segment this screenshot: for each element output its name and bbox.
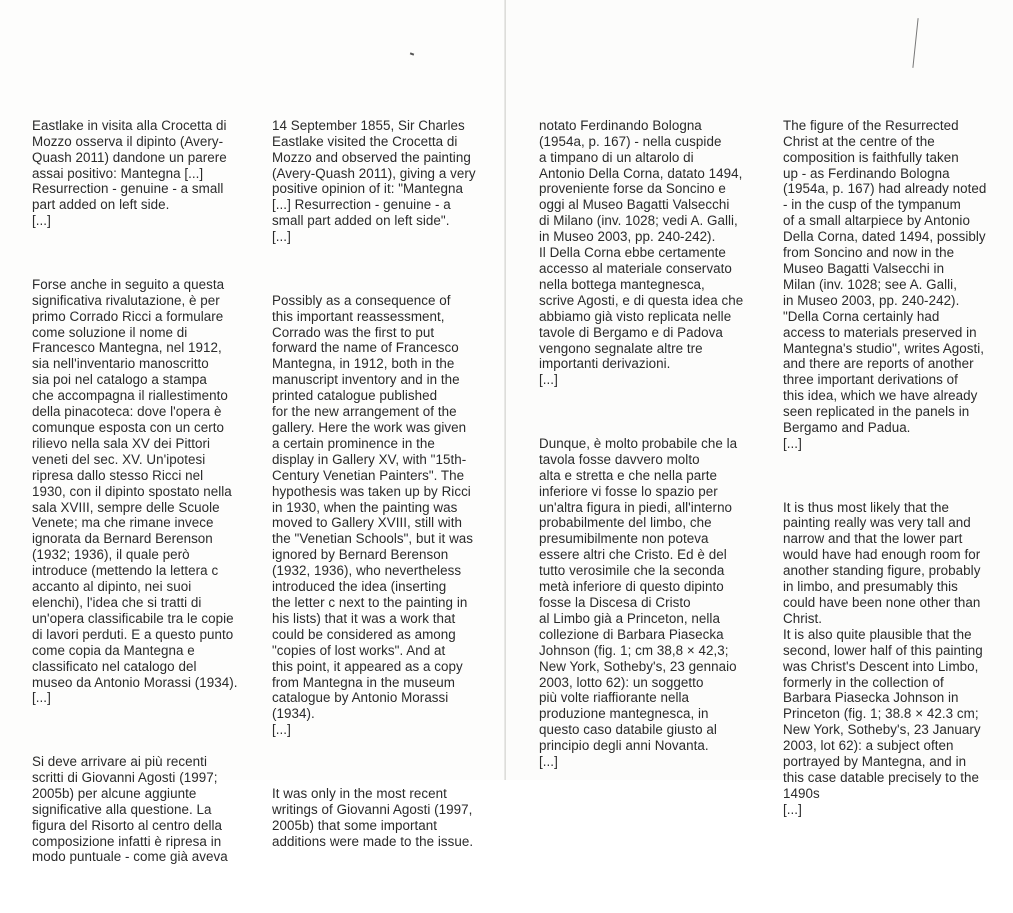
paragraph: Dunque, è molto probabile che la tavola fosse davvero molto alta e stretta e che nella parte inferiore vi fosse lo spazio per un'altra figura in piedi, all'interno probabilmente del limbo, che presumibilmente non poteva essere altri che Cristo. Ed è del tutto verosimile che la seconda metà inferiore di questo dipinto fosse la Discesa di Cristo al Limbo già a Princeton, nella collezione di Barbara Piasecka Johnson (fig. 1; cm 38,8 × 42,3; New York, Sotheby's, 23 gennaio 2003, lotto 62): un soggetto più volte riaffiorante nella produzione mantegnesca, in questo caso databile giusto al principio degli anni Novanta. [...] — [539, 435, 738, 770]
paragraph: It is thus most likely that the painting really was very tall and narrow and that the lower part would have had enough room for another standing figure, probably in limbo, and presumably this could have been none other than Christ. It is also quite plausible that the second, lower half of this painting was Christ's Descent into Limbo, formerly in the collection of Barbara Piasecka Johnson in Princeton (fig. 1; 38.8 × 42.3 cm; New York, Sotheby's, 23 January 2003, lot 62): a subject often portrayed by Mantegna, and in this case datable precisely to the 1490s [...] — [783, 499, 983, 817]
paragraph: Forse anche in seguito a questa significativa rivalutazione, è per primo Corrado Ricci a formulare come soluzione il nome di Francesco Mantegna, nel 1912, sia nell'inventario manoscritto sia poi nel catalogo a stampa che accompagna il riallestimento della pinacoteca: dove l'opera è comunque esposta con un certo rilievo nella sala XV dei Pittori veneti del sec. XV. Un'ipotesi ripresa dallo stesso Ricci nel 1930, con il dipinto spostato nella sala XVIII, sempre delle Scuole Venete; ma che rimane invece ignorata da Bernard Berenson (1932; 1936), il quale però introduce (mettendo la lettera c accanto al dipinto, nei suoi elenchi), l'idea che si tratti di un'opera classificabile tra le copie di lavori perduti. E a questo punto come copia da Mantegna e classificato nel catalogo del museo da Antonio Morassi (1934). [...] — [32, 276, 238, 706]
left-page — [0, 0, 505, 865]
paragraph: It was only in the most recent writings of Giovanni Agosti (1997, 2005b) that some important additions were made to the issue. — [272, 785, 474, 849]
paragraph: The figure of the Resurrected Christ at the centre of the composition is faithfully taken up - as Ferdinando Bologna (1954a, p. 167) had already noted - in the cusp of the tympanum of a small altarpiece by Antonio Della Corna, dated 1494, possibly from Soncino and now in the Museo Bagatti Valsecchi in Milan (inv. 1028; see A. Galli, in Museo 2003, pp. 240-242). "Della Corna certainly had access to materials preserved in Mantegna's studio", writes Agosti, and there are reports of another three important derivations of this idea, which we have already seen replicated in the panels in Bergamo and Padua. [...] — [783, 117, 987, 451]
scan-mark — [410, 52, 414, 55]
right-page — [506, 0, 1013, 817]
paragraph: 14 September 1855, Sir Charles Eastlake visited the Crocetta di Mozzo and observed the painting (Avery-Quash 2011), giving a very positive opinion of it: "Mantegna [...] Resurrection - genuine - a small part added on left side". [...] — [272, 117, 476, 245]
text-column-english-1 — [272, 86, 476, 897]
text-column-italian-2 — [539, 86, 743, 818]
scan-mark — [912, 18, 918, 68]
text-column-english-2 — [783, 86, 986, 865]
paragraph: notato Ferdinando Bologna (1954a, p. 167) - nella cuspide a timpano di un altarolo di Antonio Della Corna, datato 1494, proveniente forse da Soncino e oggi al Museo Bagatti Valsecchi di Milano (inv. 1028; vedi A. Galli, in Museo 2003, pp. 240-242). Il Della Corna ebbe certamente accesso al materiale conservato nella bottega mantegnesca, scrive Agosti, e di questa idea che abbiamo già visto replicata nelle tavole di Bergamo e di Padova vengono segnalate altre tre importanti derivazioni. [...] — [539, 117, 744, 388]
paragraph: Eastlake in visita alla Crocetta di Mozzo osserva il dipinto (Avery- Quash 2011) dandone un parere assai positivo: Mantegna [...] Resurrection - genuine - a small part added on left side. [...] — [32, 117, 227, 229]
text-column-italian-1 — [32, 86, 238, 913]
paragraph: Possibly as a consequence of this important reassessment, Corrado was the first to put forward the name of Francesco Mantegna, in 1912, both in the manuscript inventory and in the printed catalogue published for the new arrangement of the gallery. Here the work was given a certain prominence in the display in Gallery XV, with "15th- Century Venetian Painters". The hypothesis was taken up by Ricci in 1930, when the painting was moved to Gallery XVIII, still with the "Venetian Schools", but it was ignored by Bernard Berenson (1932, 1936), who nevertheless introduced the idea (inserting the letter c next to the painting in his lists) that it was a work that could be considered as among "copies of lost works". And at this point, it appeared as a copy from Mantegna in the museum catalogue by Antonio Morassi (1934). [...] — [272, 292, 474, 738]
paragraph: Si deve arrivare ai più recenti scritti di Giovanni Agosti (1997; 2005b) per alcune aggiunte significative alla questione. La figura del Risorto al centro della composizione infatti è ripresa in modo puntuale - come già aveva — [32, 754, 228, 865]
